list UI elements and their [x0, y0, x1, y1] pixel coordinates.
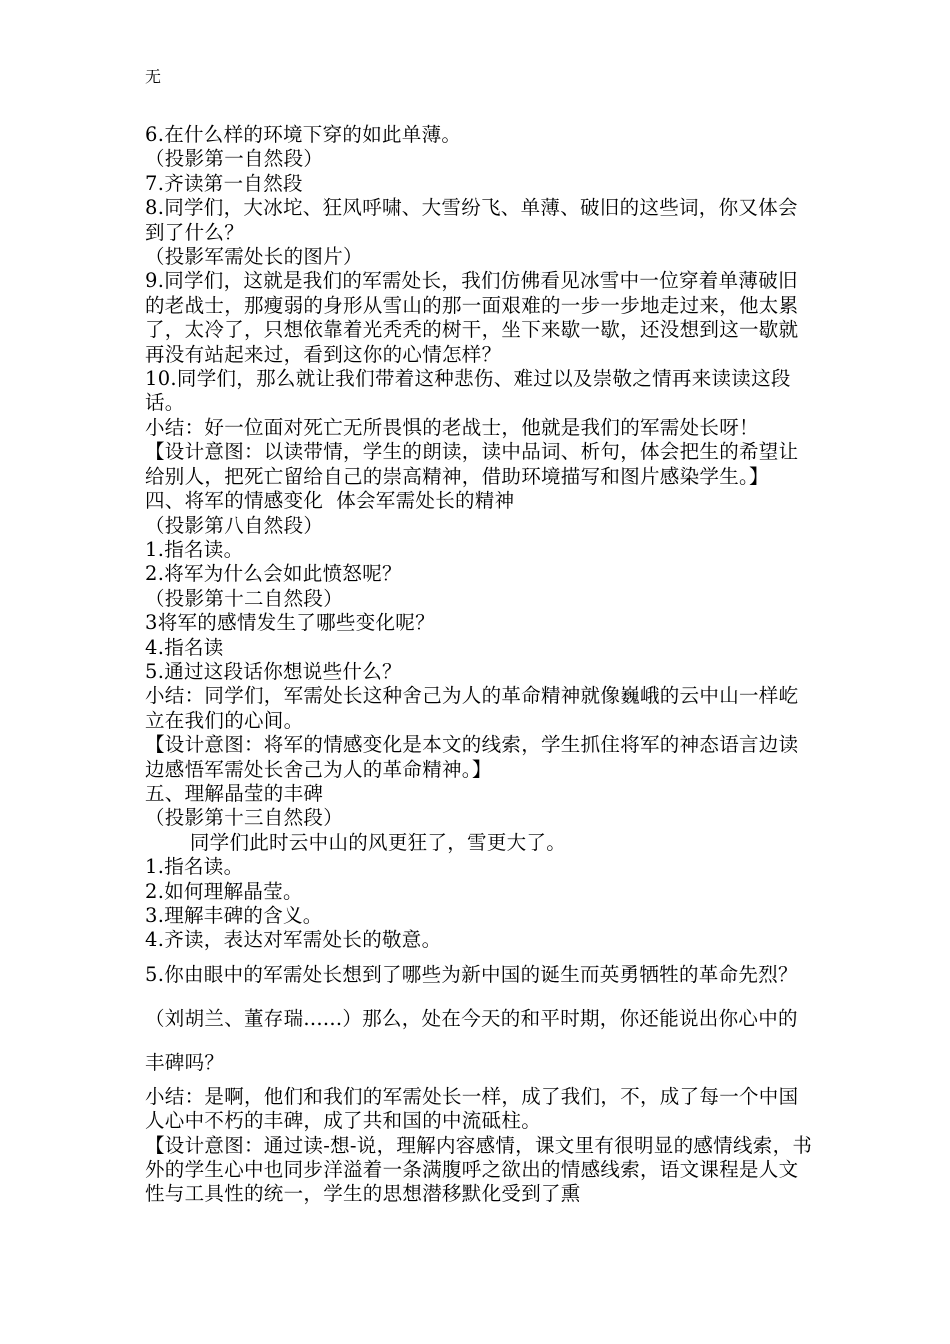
- paragraph: 7.齐读第一自然段: [145, 171, 303, 195]
- paragraph: 6.在什么样的环境下穿的如此单薄。: [145, 123, 462, 146]
- document-body: [145, 123, 815, 1207]
- paragraph: （投影第八自然段）: [145, 513, 324, 537]
- page-header: 无: [145, 67, 162, 86]
- section-heading: 四、将军的情感变化 体会军需处长的精神: [145, 489, 515, 513]
- paragraph: 1.指名读。: [145, 537, 244, 561]
- summary-paragraph: 小结：同学们，军需处长这种舍己为人的革命精神就像巍峨的云中山一样屹立在我们的心间。: [145, 684, 799, 732]
- paragraph: 4.齐读，表达对军需处长的敬意。: [145, 928, 442, 952]
- design-intent-paragraph: 【设计意图：将军的情感变化是本文的线索，学生抓住将军的神态语言边读边感悟军需处长舍己为人的革命精神。】: [145, 733, 799, 781]
- summary-paragraph: 小结：是啊，他们和我们的军需处长一样，成了我们，不，成了每一个中国人心中不朽的丰碑，成了共和国的中流砥柱。: [145, 1084, 799, 1133]
- paragraph: 8.同学们，大冰坨、狂风呼啸、大雪纷飞、单薄、破旧的这些词，你又体会到了什么？: [145, 196, 798, 244]
- paragraph: （投影第十三自然段）: [145, 806, 344, 830]
- section-heading: 五、理解晶莹的丰碑: [145, 781, 324, 805]
- design-intent-paragraph: 【设计意图：通过读-想-说，理解内容感情，课文里有很明显的感情线索，书外的学生心中也同步洋溢着一条满腹呼之欲出的情感线索，语文课程是人文性与工具性的统一，学生的思想潜移默化受到了熏: [145, 1133, 813, 1206]
- paragraph: 9.同学们，这就是我们的军需处长，我们仿佛看见冰雪中一位穿着单薄破旧的老战士，那瘦弱的身形从雪山的那一面艰难的一步一步地走过来，他太累了，太冷了，只想依靠着光秃秃的树干，坐下来歇一歇，还没想到这一歇就再没有站起来过，看到这你的心情怎样？: [145, 269, 799, 366]
- paragraph: （投影第一自然段）: [145, 147, 324, 171]
- paragraph: 3.理解丰碑的含义。: [145, 904, 323, 927]
- summary-paragraph: 小结：好一位面对死亡无所畏惧的老战士，他就是我们的军需处长呀！: [145, 415, 759, 439]
- paragraph: 5.你由眼中的军需处长想到了哪些为新中国的诞生而英勇牺牲的革命先烈？（刘胡兰、董存瑞......）那么，处在今天的和平时期，你还能说出你心中的丰碑吗？: [145, 962, 798, 1074]
- paragraph: 1.指名读。: [145, 855, 244, 879]
- paragraph: 3将军的感情发生了哪些变化呢？: [145, 611, 435, 635]
- paragraph: 10.同学们，那么就让我们带着这种悲伤、难过以及崇敬之情再来读读这段话。: [145, 367, 791, 415]
- paragraph: （投影第十二自然段）: [145, 586, 344, 610]
- paragraph: 4.指名读: [145, 635, 224, 659]
- design-intent-paragraph: 【设计意图：以读带情，学生的朗读，读中品词、析句，体会把生的希望让给别人，把死亡留给自己的崇高精神，借助环境描写和图片感染学生。】: [145, 440, 799, 488]
- paragraph: （投影军需处长的图片）: [145, 245, 363, 269]
- paragraph: 2.如何理解晶莹。: [145, 879, 303, 903]
- paragraph: 5.通过这段话你想说些什么？: [145, 659, 402, 683]
- paragraph: 2.将军为什么会如此愤怒呢？: [145, 562, 402, 586]
- paragraph: 同学们此时云中山的风更狂了，雪更大了。: [189, 830, 567, 854]
